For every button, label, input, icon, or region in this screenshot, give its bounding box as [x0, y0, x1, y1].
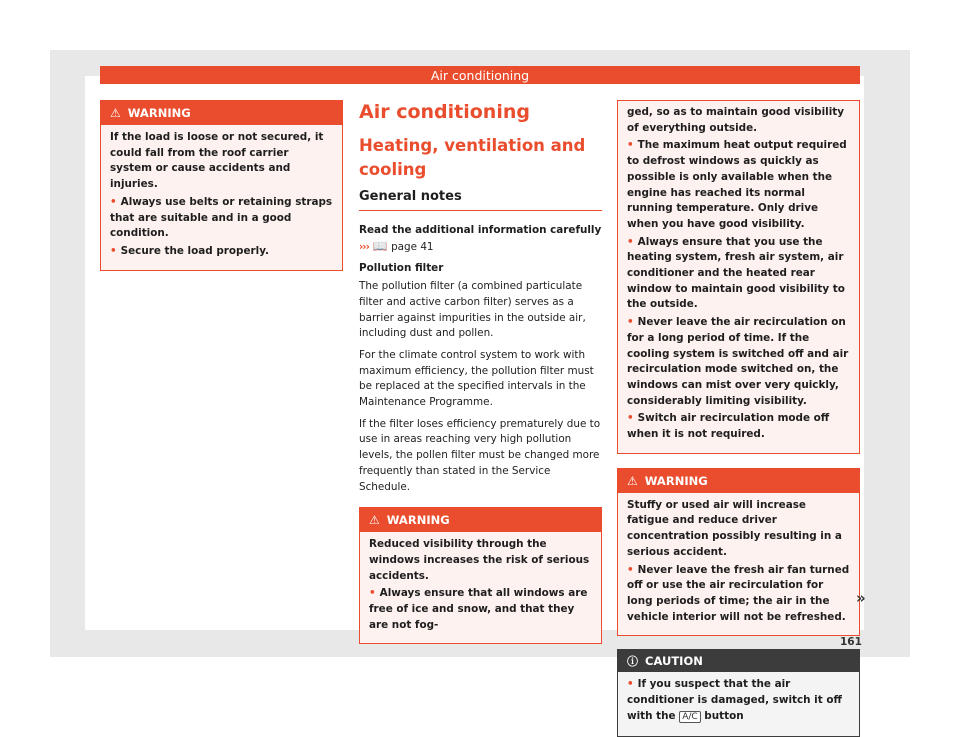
section-title: Heating, ventilation and cooling: [359, 136, 586, 179]
ac-key-symbol: A/C: [679, 711, 700, 723]
warning-body: [360, 532, 601, 643]
warning-box-continued: [617, 100, 860, 454]
warning-box-air: [617, 468, 860, 637]
page-number: 161: [840, 636, 862, 648]
warning-triangle-icon: ⚠: [110, 106, 121, 120]
warning-intro: Stuffy or used air will increase fatigue and reduce driver concentration possibly resulting in a serious accident.: [627, 498, 842, 558]
filter-heading: Pollution filter: [359, 262, 444, 275]
warning-triangle-icon: ⚠: [369, 513, 380, 528]
warning-label: WARNING: [127, 106, 191, 120]
caution-text: If you suspect that the air conditioner is damaged, switch it off with the: [627, 678, 842, 722]
warning-intro: If the load is loose or not secured, it could fall from the roof carrier system or cause accidents and injuries.: [110, 131, 324, 191]
cross-ref-page[interactable]: page 41: [391, 240, 434, 253]
info-circle-icon: ⓘ: [627, 655, 638, 669]
caution-bullet: [627, 677, 850, 725]
paragraph: If the filter loses efficiency prematurely due to use in areas reaching very high pollution levels, the pollen filter must be changed more frequently than stated in the Service Schedule.: [359, 417, 601, 493]
left-column: [100, 100, 343, 271]
warning-bullet: • Always ensure that you use the heating system, fresh air system, air conditioner and the heated rear window to maintain good visibility to the outside.: [627, 235, 850, 314]
chapter-title: Air conditioning: [359, 101, 530, 123]
paragraph: For the climate control system to work with maximum efficiency, the pollution filter must be replaced at the specified intervals in the Maintenance Programme.: [359, 348, 594, 409]
caution-header: [618, 650, 859, 672]
warning-bullet: • Always ensure that all windows are free of ice and snow, and that they are not fog-: [369, 586, 592, 633]
warning-label: WARNING: [386, 513, 450, 528]
body-text: [359, 223, 602, 495]
subsection-title: General notes: [359, 189, 602, 211]
page-header: Air conditioning: [100, 66, 860, 84]
caution-body: [618, 672, 859, 735]
warning-bullet: • The maximum heat output required to defrost windows as quickly as possible is only available when the engine has reached its normal running temperature. Only drive when you have good visibility.: [627, 138, 850, 232]
warning-triangle-icon: ⚠: [627, 473, 638, 488]
warning-label: WARNING: [644, 473, 708, 488]
warning-header: [618, 469, 859, 493]
cross-ref-arrows: ›››: [359, 240, 369, 253]
continue-marker: »: [856, 589, 866, 607]
warning-bullet: • Secure the load properly.: [110, 244, 333, 260]
right-column: [617, 100, 860, 737]
warning-body: [101, 125, 342, 270]
warning-body: [618, 493, 859, 636]
warning-bullet: • Never leave the fresh air fan turned off or use the air recirculation for long periods of time; the air in the vehicle interior will not be refreshed.: [627, 563, 850, 626]
warning-bullet: • Always use belts or retaining straps that are suitable and in a good condition.: [110, 195, 333, 242]
read-more-text: Read the additional information carefully: [359, 224, 602, 236]
continued-text: ged, so as to maintain good visibility of everything outside.: [627, 106, 845, 134]
warning-box-visibility: [359, 507, 602, 644]
caution-text-end: button: [704, 709, 744, 722]
warning-box-load: [100, 100, 343, 271]
warning-intro: Reduced visibility through the windows increases the risk of serious accidents.: [369, 538, 590, 582]
caution-box: [617, 649, 860, 736]
middle-column: [359, 100, 602, 644]
warning-body: [618, 101, 859, 453]
book-reference-icon: 📖: [372, 238, 388, 253]
warning-header: [101, 101, 342, 125]
warning-header: [360, 508, 601, 532]
warning-bullet: • Switch air recirculation mode off when it is not required.: [627, 411, 850, 442]
caution-label: CAUTION: [645, 654, 703, 669]
paragraph: The pollution filter (a combined particulate filter and active carbon filter) serves as a barrier against impurities in the outside air, including dust and pollen.: [359, 280, 586, 340]
warning-bullet: • Never leave the air recirculation on for a long period of time. If the cooling system is switched off and air recirculation mode switched on, the windows can mist over very quickly, considerably limiting visibility.: [627, 315, 850, 409]
